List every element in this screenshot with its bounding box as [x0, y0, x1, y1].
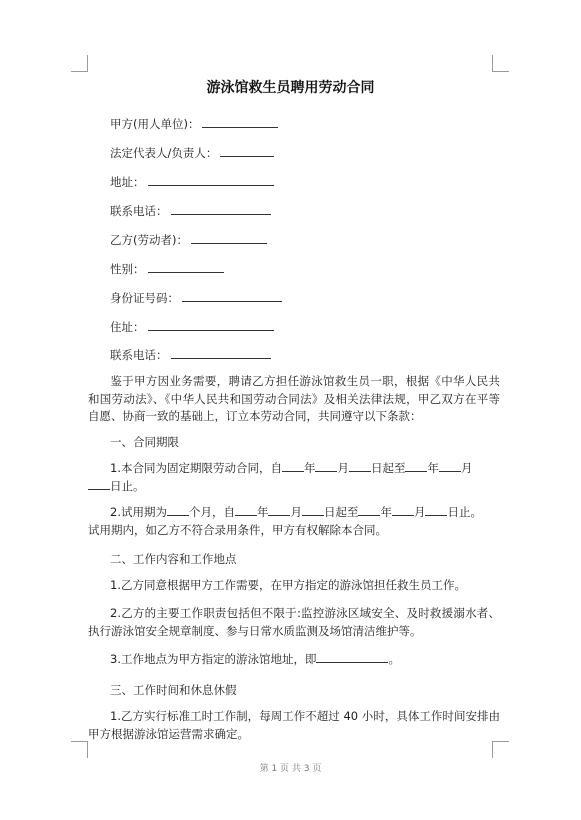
clause-2-2	[88, 605, 500, 640]
field-label: 乙方(劳动者)：	[110, 233, 188, 247]
clause-2-3	[88, 651, 500, 669]
section-1-heading: 一、合同期限	[110, 435, 179, 449]
blank-line	[171, 346, 271, 359]
clause-1-2	[88, 504, 500, 539]
clause-text: 试用期内，如乙方不符合录用条件，甲方有权解除本合同。	[88, 522, 387, 537]
clause-text: 日止。	[447, 505, 482, 519]
field-label: 性别：	[110, 262, 145, 276]
clause-text: 1.乙方同意根据甲方工作需要，在甲方指定的游泳馆担任救生员工作。	[110, 578, 466, 592]
crop-mark-bottom-right	[492, 741, 509, 758]
address-a-field	[110, 173, 274, 189]
clause-text: 个月，自	[188, 505, 235, 519]
blank-line	[191, 231, 267, 244]
field-label: 联系电话：	[110, 348, 168, 362]
blank-line	[148, 260, 224, 273]
id-number-field	[110, 289, 282, 305]
field-label: 住址：	[110, 320, 145, 334]
crop-mark-top-right	[492, 55, 509, 72]
field-label: 法定代表人/负责人：	[110, 146, 218, 160]
clause-text: 月	[290, 505, 302, 519]
clause-text: 月	[460, 461, 473, 475]
field-label: 甲方(用人单位)：	[110, 117, 200, 131]
clause-text: 年	[427, 461, 439, 475]
clause-3-1	[88, 708, 500, 743]
blank-line	[220, 144, 274, 157]
clause-text: 日止。	[110, 478, 145, 493]
clause-text: 。	[388, 652, 400, 666]
gender-field	[110, 260, 224, 276]
blank-line	[148, 318, 274, 331]
crop-mark-bottom-left	[71, 741, 88, 758]
crop-mark-top-left	[71, 55, 88, 72]
clause-text: 年	[380, 505, 392, 519]
section-3-heading: 三、工作时间和休息休假	[110, 683, 237, 697]
clause-text: 年	[256, 505, 269, 519]
clause-text: 日起至	[370, 461, 406, 475]
field-label: 联系电话：	[110, 204, 168, 218]
blank-line	[148, 173, 274, 186]
clause-1-1	[88, 460, 500, 495]
clause-text: 月	[413, 505, 426, 519]
clause-text: 2.乙方的主要工作职责包括但不限于:监控游泳区域安全、及时救援溺水者、执行游泳馆安全规章制度、参与日常水质监测及场馆清洁维护等。	[88, 606, 500, 638]
blank-line	[202, 115, 278, 128]
clause-text: 月	[337, 461, 349, 475]
page-footer: 第 1 页 共 3 页	[259, 764, 322, 774]
legal-rep-field	[110, 144, 274, 160]
phone-a-field	[110, 202, 271, 218]
blank-line	[182, 289, 282, 302]
clause-text: 1.本合同为固定期限劳动合同，自	[110, 461, 282, 475]
clause-text: 1.乙方实行标准工时工作制，每周工作不超过 40 小时，具体工作时间安排由甲方根据游泳馆运营需求确定。	[88, 709, 500, 741]
field-label: 身份证号码：	[110, 291, 179, 305]
clause-text: 日起至	[323, 505, 359, 519]
clause-2-1	[88, 577, 500, 595]
preamble-text: 鉴于甲方因业务需要，聘请乙方担任游泳馆救生员一职，根据《中华人民共和国劳动法》、《中华人民共和国劳动合同法》及相关法律法规，甲乙双方在平等自愿、协商一致的基础上，订立本劳动合同，共同遵守以下条款：	[88, 374, 500, 423]
clause-text: 3.工作地点为甲方指定的游泳馆地址，即	[110, 652, 317, 666]
section-2-heading: 二、工作内容和工作地点	[110, 552, 237, 566]
party-a-field	[110, 115, 278, 131]
phone-b-field	[110, 346, 271, 362]
document-title: 游泳馆救生员聘用劳动合同	[206, 80, 375, 96]
field-label: 地址：	[110, 175, 145, 189]
preamble-paragraph	[88, 373, 500, 426]
clause-text: 年	[303, 461, 316, 475]
blank-line	[171, 202, 271, 215]
party-b-field	[110, 231, 267, 247]
address-b-field	[110, 318, 274, 334]
clause-text: 2.试用期为	[110, 505, 167, 519]
